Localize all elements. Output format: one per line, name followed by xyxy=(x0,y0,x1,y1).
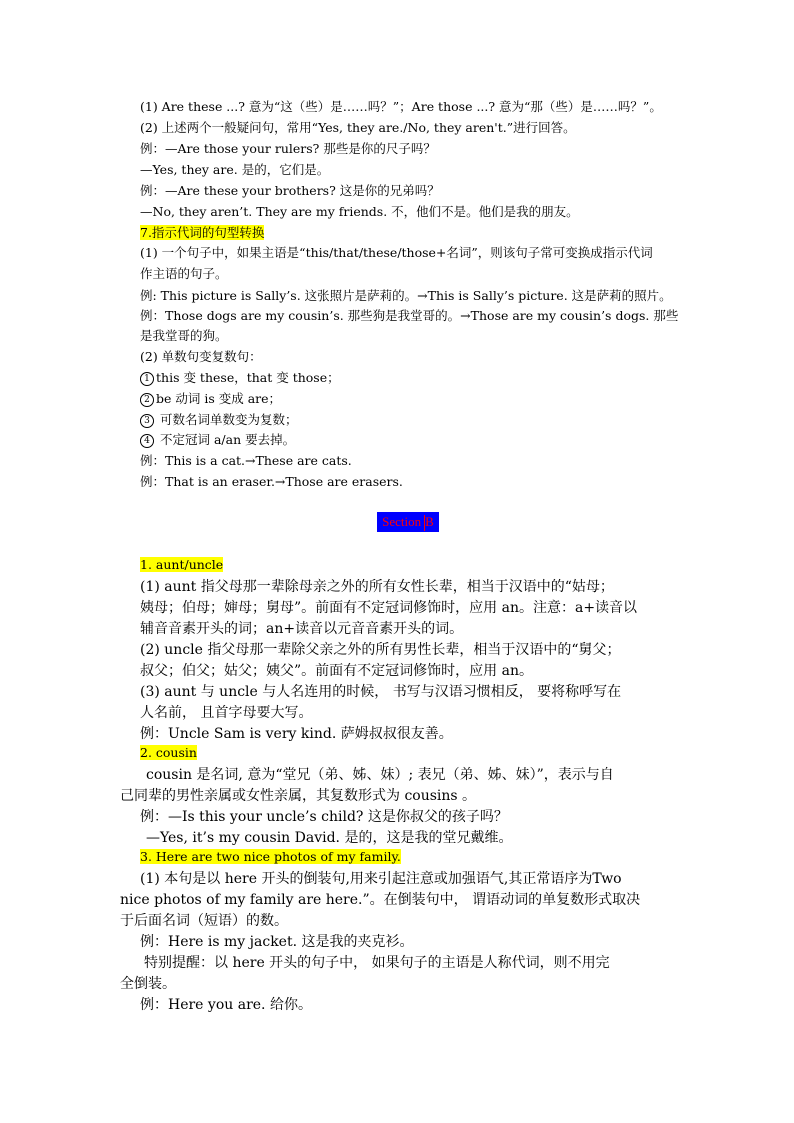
text-line: 例：—Is this your uncle’s child? 这是你叔父的孩子吗？ xyxy=(140,809,508,825)
step-number: 2 xyxy=(140,393,154,407)
step-number: 1 xyxy=(140,372,154,386)
step-item xyxy=(140,411,297,429)
text-line: nice photos of my family are here.”。在倒装句中， 谓语动词的单复数形式取决 xyxy=(120,892,641,908)
step-item xyxy=(140,390,281,408)
text-line: 例：—Are these your brothers? 这是你的兄弟吗？ xyxy=(140,183,440,198)
heading-7 xyxy=(140,224,264,242)
text-line: 例：This is a cat.→These are cats. xyxy=(140,453,352,468)
text-line: cousin 是名词, 意为“堂兄（弟、姊、妹）; 表兄（弟、姊、妹）”，表示与自 xyxy=(146,767,614,783)
text-line: (2) 单数句变复数句： xyxy=(140,349,262,364)
text-line: —No, they aren’t. They are my friends. 不，他们不是。他们是我的朋友。 xyxy=(140,204,579,219)
text-line: 例：Here is my jacket. 这是我的夹克衫。 xyxy=(140,934,414,950)
step-text: 可数名词单数变为复数； xyxy=(156,412,298,427)
step-number: 3 xyxy=(140,414,154,428)
text-line: (1) 一个句子中，如果主语是“this/that/these/those+名词”，则该句子常可变换成指示代词 xyxy=(140,245,653,260)
heading-2-text: 2. cousin xyxy=(140,745,197,760)
text-line: 例：Uncle Sam is very kind. 萨姆叔叔很友善。 xyxy=(140,726,453,742)
section-heading xyxy=(377,512,439,532)
text-line: (1) 本句是以 here 开头的倒装句,用来引起注意或加强语气,其正常语序为Two xyxy=(140,871,622,887)
text-line: 己同辈的男性亲属或女性亲属，其复数形式为 cousins 。 xyxy=(120,788,477,804)
text-line: 辅音音素开头的词；an+读音以元音音素开头的词。 xyxy=(140,621,464,637)
text-line: (1) aunt 指父母那一辈除母亲之外的所有女性长辈，相当于汉语中的“姑母； xyxy=(140,579,614,595)
section-letter: B xyxy=(425,514,434,529)
step-item xyxy=(140,369,340,387)
text-line: (2) uncle 指父母那一辈除父亲之外的所有男性长辈，相当于汉语中的“舅父； xyxy=(140,642,621,658)
text-line: 姨母；伯母；婶母；舅母”。前面有不定冠词修饰时，应用 an。注意：a+读音以 xyxy=(140,600,638,616)
heading-7-text: 7.指示代词的句型转换 xyxy=(140,225,265,240)
text-line: (3) aunt 与 uncle 与人名连用的时候， 书写与汉语习惯相反， 要将称呼写在 xyxy=(140,684,622,700)
heading-2 xyxy=(140,744,197,762)
text-line: 于后面名词（短语）的数。 xyxy=(120,913,288,929)
text-line: 例: This picture is Sally’s. 这张照片是萨莉的。→This is Sally’s picture. 这是萨莉的照片。 xyxy=(140,288,672,303)
step-text: 不定冠词 a/an 要去掉。 xyxy=(156,432,296,447)
heading-1-text: 1. aunt/uncle xyxy=(140,557,224,572)
text-line: 例：That is an eraser.→Those are erasers. xyxy=(140,474,403,489)
text-line: 全倒装。 xyxy=(120,976,176,992)
text-line: 例：Here you are. 给你。 xyxy=(140,997,312,1013)
text-line: (2) 上述两个一般疑问句，常用“Yes, they are./No, they aren't.”进行回答。 xyxy=(140,120,576,135)
step-text: be 动词 is 变成 are； xyxy=(156,391,282,406)
text-line: —Yes, they are. 是的，它们是。 xyxy=(140,162,330,177)
text-line: 例：Those dogs are my cousin’s. 那些狗是我堂哥的。→Those are my cousin’s dogs. 那些 xyxy=(140,308,679,323)
text-line: 人名前， 且首字母要大写。 xyxy=(140,705,313,721)
heading-1 xyxy=(140,556,223,574)
text-line: 是我堂哥的狗。 xyxy=(140,328,228,343)
step-number: 4 xyxy=(140,434,154,448)
text-line: 作主语的句子。 xyxy=(140,266,228,281)
heading-3-text: 3. Here are two nice photos of my family. xyxy=(140,849,401,864)
text-line: 叔父；伯父；姑父；姨父”。前面有不定冠词修饰时，应用 an。 xyxy=(140,663,533,679)
step-item xyxy=(140,431,295,449)
text-line: 例：—Are those your rulers? 那些是你的尺子吗？ xyxy=(140,141,436,156)
text-line: 特别提醒：以 here 开头的句子中， 如果句子的主语是人称代词，则不用完 xyxy=(144,955,610,971)
text-line: —Yes, it’s my cousin David. 是的，这是我的堂兄戴维。 xyxy=(146,830,513,846)
step-text: this 变 these，that 变 those； xyxy=(156,370,340,385)
heading-3 xyxy=(140,848,401,866)
text-line: (1) Are these ...? 意为“这（些）是……吗？”；Are those ...? 意为“那（些）是……吗？”。 xyxy=(140,99,662,114)
section-label: Section xyxy=(382,514,422,529)
